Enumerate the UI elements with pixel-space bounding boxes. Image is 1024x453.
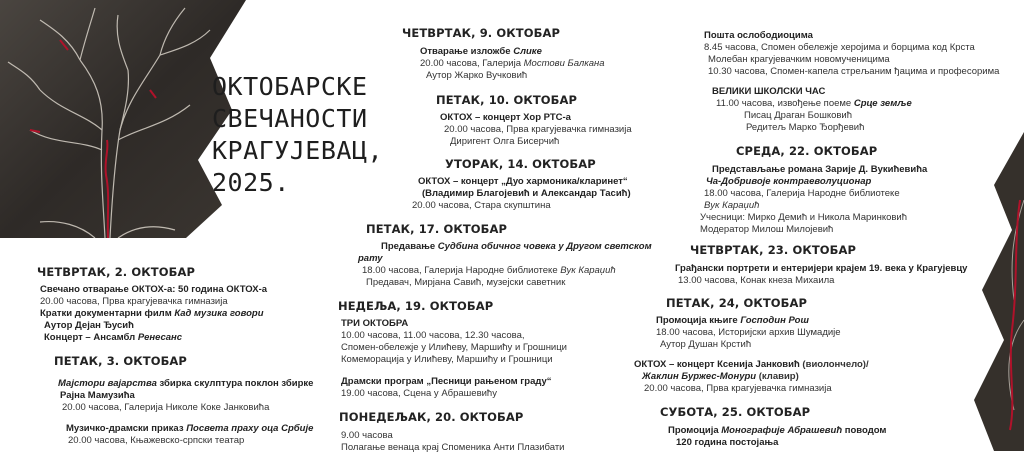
event-author: Аутор Жарко Вучковић	[426, 70, 528, 81]
event-title-text: Предавање	[381, 241, 438, 252]
event-title	[420, 46, 542, 57]
event-title-text: Отварање изложбе	[420, 46, 514, 57]
event-title-cont: рату	[358, 253, 383, 264]
day-heading-oct-3: ПЕТАК, 3. ОКТОБАР	[54, 354, 187, 368]
event-title: Полагање венаца крај Споменика Анти Плазибати	[341, 442, 565, 453]
event-performer-italic: Жаклин Буржес-Монури	[642, 371, 757, 382]
event-title-cont: Рајна Мамузића	[60, 390, 135, 401]
event-title-italic: Срце земље	[853, 98, 912, 109]
event-time-place: 10.00 часова, 11.00 часова, 12.30 часова,	[341, 330, 525, 341]
event-title-text: Музичко-драмски приказ	[66, 423, 187, 434]
event-time-place: 8.45 часова, Спомен обележје херојима и борцима код Крста	[704, 42, 975, 53]
event-title-cont: 120 година постојања	[676, 437, 779, 448]
event-title-italic: Слике	[513, 46, 542, 57]
poster-title-line-3: КРАГУЈЕВАЦ,	[212, 136, 384, 165]
event-title-italic: Кад музика говори	[174, 308, 264, 319]
event-title-italic: Ренесанс	[137, 332, 183, 343]
event-instrument: (виолончело)/	[799, 359, 869, 370]
event-title: Представљање романа Зарије Д. Вукићевића	[712, 164, 928, 175]
event-title	[634, 359, 869, 370]
event-title-text: ОКТОХ – концерт Ксенија Јанковић	[634, 359, 800, 370]
event-title: ВЕЛИКИ ШКОЛСКИ ЧАС	[712, 86, 826, 97]
event-director: Редитељ Марко Ђорђевић	[746, 122, 865, 133]
event-time-place: 20.00 часова, Стара скупштина	[412, 200, 551, 211]
event-time-place: 20.00 часова, Књажевско-српски театар	[68, 435, 245, 446]
event-time: 9.00 часова	[341, 430, 393, 441]
event-place-italic: Вук Караџић	[704, 200, 760, 211]
day-heading-oct-2: ЧЕТВРТАК, 2. ОКТОБАР	[37, 265, 195, 279]
event-author: Аутор Дејан Ђусић	[44, 320, 134, 331]
event-title-italic: Ча-Добривоје контраеволуционар	[706, 176, 872, 187]
event-time-text: 20.00 часова, Галерија	[420, 58, 524, 69]
day-heading-oct-25: СУБОТА, 25. ОКТОБАР	[660, 405, 811, 419]
event-time-place: 18.00 часова, Галерија Народне библиотеке	[704, 188, 900, 199]
event-title: Молебан крагујевачким новомученицима	[708, 54, 890, 65]
event-title	[58, 378, 313, 389]
event-title	[44, 332, 182, 343]
event-time-place	[362, 265, 616, 276]
event-title: ТРИ ОКТОБРА	[341, 318, 409, 329]
event-place: Комеморација у Илићеву, Маршићу и Грошници	[341, 354, 553, 365]
poster-title-line-4: 2025.	[212, 168, 290, 197]
event-place-italic: Вук Караџић	[560, 265, 616, 276]
event-time-place	[420, 58, 605, 69]
event-time-place: 10.30 часова, Спомен-капела стрељаним ђацима и професорима	[708, 66, 1000, 77]
event-title-text: поводом	[842, 425, 887, 436]
day-heading-oct-22: СРЕДА, 22. ОКТОБАР	[736, 144, 878, 158]
event-author: Писац Драган Бошковић	[744, 110, 852, 121]
event-time-place: 20.00 часова, Прва крагујевачка гимназија	[444, 124, 632, 135]
event-lecturer: Предавач, Мирјана Савић, музејски саветник	[366, 277, 566, 288]
event-time-place: 20.00 часова, Галерија Николе Коке Јанковића	[62, 402, 270, 413]
event-time-place: 18.00 часова, Историјски архив Шумадије	[656, 327, 841, 338]
event-title	[656, 315, 809, 326]
event-time-place: 19.00 часова, Сцена у Абрашевићу	[341, 388, 497, 399]
event-title: Драмски програм „Песници рањеном граду“	[341, 376, 552, 387]
event-title: ОКТОХ – концерт „Дуо хармоника/кларинет“	[418, 176, 628, 187]
poster-title-line-2: СВЕЧАНОСТИ	[212, 104, 368, 133]
event-place-italic: Мостови Балкана	[523, 58, 605, 69]
event-title: ОКТОХ – концерт Хор РТС-а	[440, 112, 571, 123]
day-heading-oct-9: ЧЕТВРТАК, 9. ОКТОБАР	[402, 26, 560, 40]
event-title-text: Кратки документарни филм	[40, 308, 175, 319]
day-heading-oct-14: УТОРАК, 14. ОКТОБАР	[445, 157, 596, 171]
event-time-place: 20.00 часова, Прва крагујевачка гимназија	[644, 383, 832, 394]
event-title-text: збирка скулптура поклон збирке	[156, 378, 314, 389]
event-title	[668, 425, 886, 436]
event-title-italic: Посвета праху оца Србије	[186, 423, 314, 434]
event-author: Аутор Душан Крстић	[660, 339, 752, 350]
event-title-text: Промоција	[668, 425, 722, 436]
day-heading-oct-24: ПЕТАК, 24, ОКТОБАР	[666, 296, 808, 310]
event-title-italic: Монографије Абрашевић	[721, 425, 843, 436]
event-participants: Учесници: Мирко Демић и Никола Маринковић	[700, 212, 908, 223]
event-title-italic: Судбина обичног човека у Другом светском	[437, 241, 652, 252]
event-place: Спомен-обележје у Илићеву, Маршићу и Грошници	[341, 342, 567, 353]
event-title	[381, 241, 652, 252]
event-title-italic: Господин Рош	[740, 315, 809, 326]
event-title: Свечано отварање ОКТОХ-а: 50 година ОКТОХ-а	[40, 284, 268, 295]
day-heading-oct-23: ЧЕТВРТАК, 23. ОКТОБАР	[690, 243, 857, 257]
poster-title-line-1: ОКТОБАРСКЕ	[212, 72, 368, 101]
event-title-italic: Мајстори вајарства	[58, 378, 157, 389]
day-heading-oct-10: ПЕТАК, 10. ОКТОБАР	[436, 93, 578, 107]
event-instrument: (клавир)	[756, 371, 799, 382]
day-heading-oct-19: НЕДЕЉА, 19. ОКТОБАР	[338, 299, 494, 313]
event-title-cont: (Владимир Благојевић и Александар Тасић)	[422, 188, 631, 199]
event-title-text: Промоција књиге	[656, 315, 741, 326]
event-title	[40, 308, 264, 319]
event-title	[66, 423, 313, 434]
event-time-text: 18.00 часова, Галерија Народне библиотеке	[362, 265, 561, 276]
event-time-place: 13.00 часова, Конак кнеза Михаила	[678, 275, 835, 286]
day-heading-oct-20: ПОНЕДЕЉАК, 20. ОКТОБАР	[339, 410, 524, 424]
day-heading-oct-17: ПЕТАК, 17. ОКТОБАР	[366, 222, 508, 236]
event-title-cont	[642, 371, 799, 382]
event-title-text: Концерт – Ансамбл	[44, 332, 138, 343]
event-title: Пошта ослободиоцима	[704, 30, 813, 41]
event-title: Грађански портрети и ентеријери крајем 19. века у Крагујевцу	[675, 263, 968, 274]
event-time-place: 20.00 часова, Прва крагујевачка гимназија	[40, 296, 228, 307]
event-time-text: 11.00 часова, извођење поеме	[716, 98, 854, 109]
event-moderator: Модератор Милош Милојевић	[700, 224, 834, 235]
event-time-title	[716, 98, 912, 109]
event-conductor: Диригент Олга Бисерчић	[450, 136, 560, 147]
